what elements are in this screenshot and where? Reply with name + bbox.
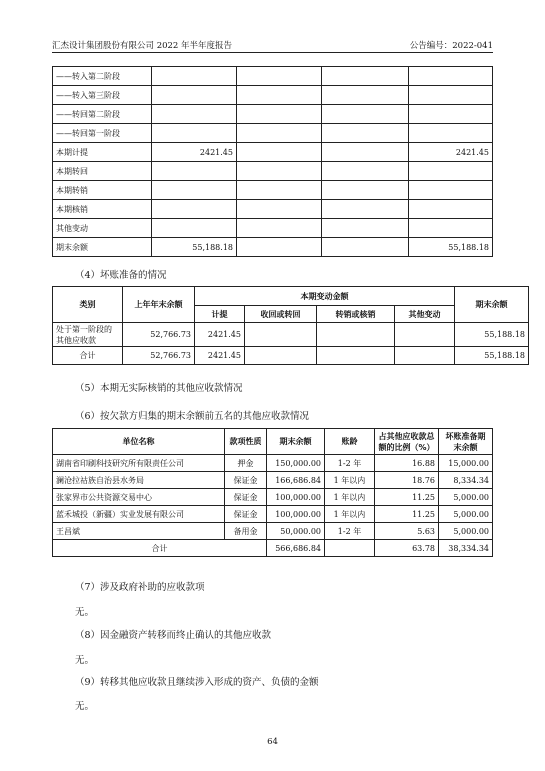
table-row	[53, 67, 493, 86]
header-nature: 款项性质	[225, 429, 267, 455]
row-label: ——转回第二阶段	[53, 105, 152, 124]
header-company-title: 汇杰设计集团股份有限公司 2022 年半年度报告	[52, 41, 233, 51]
page-header	[52, 38, 493, 53]
header-ratio: 占其他应收款总额的比例（%）	[375, 429, 439, 455]
header-category: 类别	[53, 287, 123, 323]
table-row: 处于第一阶段的其他应收款 52,766.73 2421.45 55,188.18	[53, 323, 529, 347]
header-writeoff: 转销或核销	[317, 306, 395, 323]
row-label: 本期转回	[53, 162, 152, 181]
table-row: 湖南省印刷科技研究所有限责任公司 押金 150,000.00 1-2 年 16.88 15,000.00	[53, 455, 493, 472]
bad-debt-movement-table	[52, 66, 493, 257]
section-8-title: （8）因金融资产转移而终止确认的其他应收款	[75, 630, 272, 641]
header-begin-balance: 上年年末余额	[123, 287, 195, 323]
header-recover: 收回或转回	[245, 306, 317, 323]
header-other: 其他变动	[395, 306, 455, 323]
section-4-title: （4）坏账准备的情况	[75, 270, 167, 281]
header-age: 账龄	[325, 429, 375, 455]
row-label: 本期计提	[53, 143, 152, 162]
header-balance: 期末余额	[267, 429, 325, 455]
section-5-title: （5）本期无实际核销的其他应收款情况	[75, 383, 243, 394]
table-row	[53, 86, 493, 105]
bad-debt-provision-table	[52, 286, 529, 365]
row-label: ——转回第一阶段	[53, 124, 152, 143]
table-row: 合计 52,766.73 2421.45 55,188.18	[53, 347, 529, 365]
header-announcement-no: 公告编号：2022-041	[409, 41, 493, 51]
header-debtor-name: 单位名称	[53, 429, 225, 455]
table-row: 澜沧拉祜族自治县水务局 保证金 166,686.84 1 年以内 18.76 8,334.34	[53, 472, 493, 489]
row-label: 处于第一阶段的其他应收款	[53, 323, 123, 347]
section-9-body: 无。	[75, 701, 95, 712]
table-row	[53, 181, 493, 200]
row-label: 期末余额	[53, 238, 152, 257]
header-provision: 坏账准备期末余额	[439, 429, 493, 455]
table-row	[53, 105, 493, 124]
table-row: 蓝禾城投（新疆）实业发展有限公司 保证金 100,000.00 1 年以内 11.25 5,000.00	[53, 506, 493, 523]
top-five-debtors-table	[52, 428, 493, 557]
table-row	[53, 162, 493, 181]
row-label: 本期转销	[53, 181, 152, 200]
table-row: 张家界市公共资源交易中心 保证金 100,000.00 1 年以内 11.25 5,000.00	[53, 489, 493, 506]
section-9-title: （9）转移其他应收款且继续涉入形成的资产、负债的金额	[75, 677, 319, 688]
page-number: 64	[267, 737, 278, 747]
table-row: 期末余额 55,188.18 55,188.18	[53, 238, 493, 257]
table-row: 王昌斌 备用金 50,000.00 1-2 年 5.63 5,000.00	[53, 523, 493, 540]
row-label: ——转入第二阶段	[53, 67, 152, 86]
table-row	[53, 219, 493, 238]
row-label: 本期核销	[53, 200, 152, 219]
header-change-amount: 本期变动金额	[195, 287, 455, 306]
section-8-body: 无。	[75, 655, 95, 666]
section-7-body: 无。	[75, 607, 95, 618]
table-row: 本期计提 2421.45 2421.45	[53, 143, 493, 162]
header-end-balance: 期末余额	[455, 287, 529, 323]
section-6-title: （6）按欠款方归集的期末余额前五名的其他应收款情况	[75, 411, 310, 422]
row-label: ——转入第三阶段	[53, 86, 152, 105]
table-total-row: 合计 566,686.84 63.78 38,334.34	[53, 540, 493, 557]
section-7-title: （7）涉及政府补助的应收款项	[75, 582, 205, 593]
table-row	[53, 200, 493, 219]
header-accrual: 计提	[195, 306, 245, 323]
row-label: 合计	[53, 347, 123, 365]
row-label: 其他变动	[53, 219, 152, 238]
table-row	[53, 124, 493, 143]
